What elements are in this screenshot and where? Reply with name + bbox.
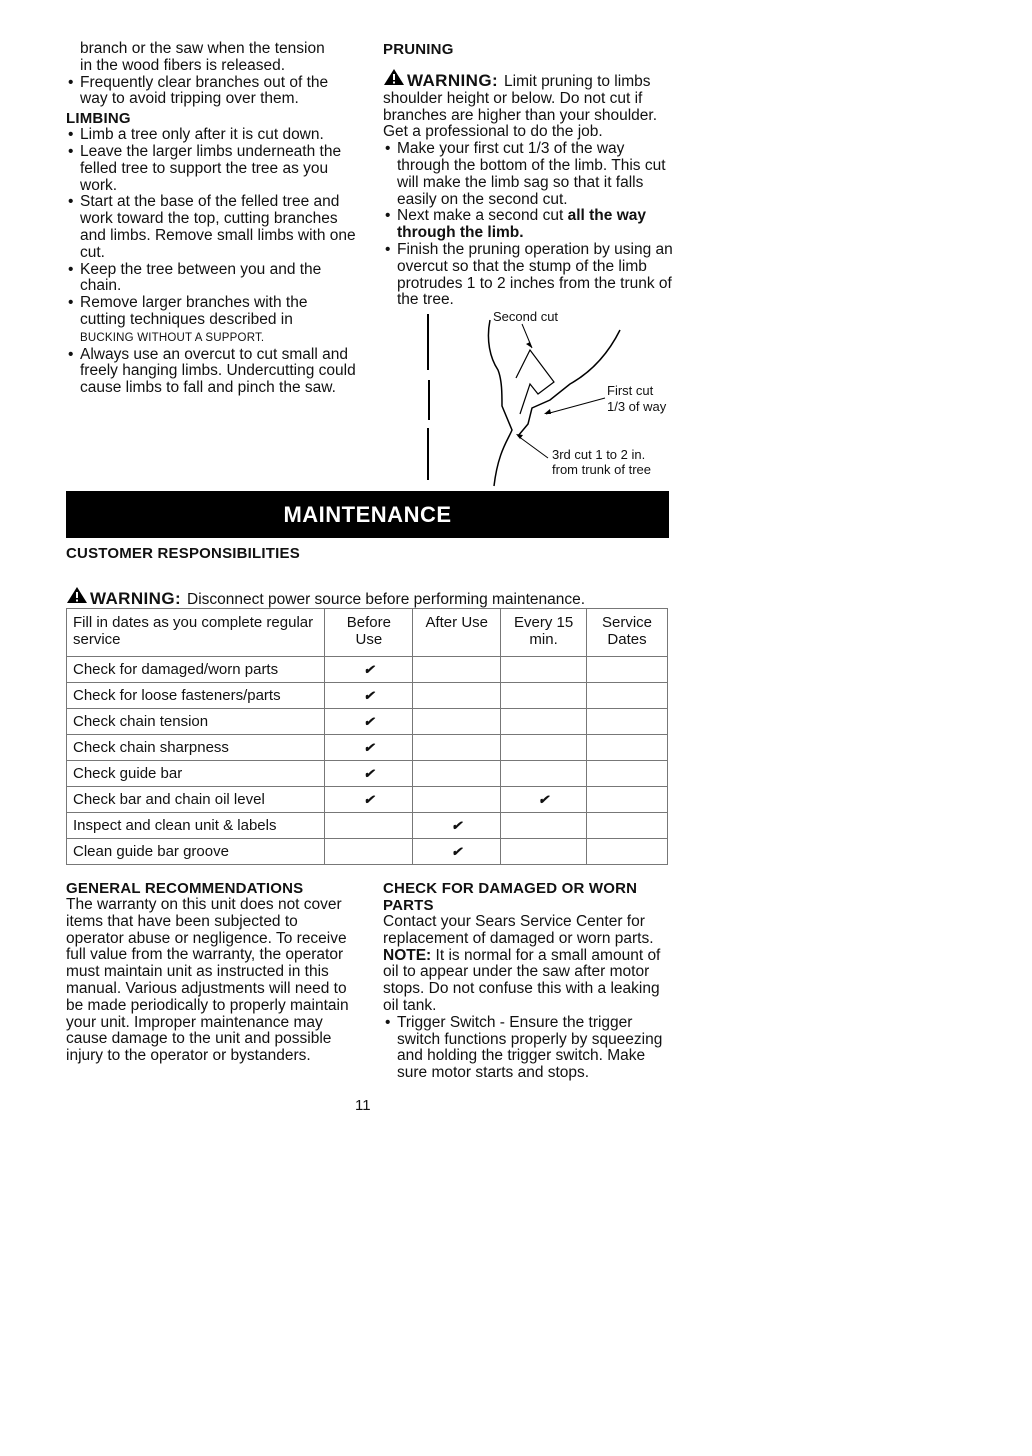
page-number: 11 bbox=[355, 1097, 371, 1114]
table-header-cell: Service Dates bbox=[587, 609, 668, 657]
check-mark-icon: ✔ bbox=[363, 792, 375, 807]
first-cut-arrow bbox=[546, 398, 605, 414]
table-header-cell: After Use bbox=[413, 609, 501, 657]
table-check-cell bbox=[413, 735, 501, 761]
table-check-cell bbox=[413, 761, 501, 787]
check-mark-icon: ✔ bbox=[451, 818, 463, 833]
limbing-bullet: • Limb a tree only after it is cut down. bbox=[66, 127, 356, 144]
table-check-cell bbox=[501, 813, 587, 839]
table-check-cell bbox=[587, 735, 668, 761]
table-check-cell bbox=[501, 683, 587, 709]
limbing-bullet-text: Remove larger branches with the cutting techniques described in bbox=[80, 294, 308, 328]
general-text: The warranty on this unit does not cover items that have been subjected to operator abuse or negligence. To receive full value from the warranty, the operator must maintain unit as instructed in this manual. Various adjustments will need to be made periodically to properly maintain your unit. Improper maintenance may cause damage to the unit and possible injury to the operator or bystanders. bbox=[66, 896, 349, 1065]
limbing-bullet: • Leave the larger limbs underneath the felled tree to support the tree as you work. bbox=[66, 144, 356, 194]
left-column bbox=[66, 41, 356, 397]
check-mark-icon: ✔ bbox=[363, 714, 375, 729]
table-check-cell bbox=[413, 787, 501, 813]
limbing-bullet: • Always use an overcut to cut small and freely hanging limbs. Undercutting could cause limbs to fall and pinch the saw. bbox=[66, 347, 356, 397]
check-mark-icon: ✔ bbox=[363, 662, 375, 677]
table-task-cell: Clean guide bar groove bbox=[67, 839, 325, 865]
table-check-cell bbox=[501, 839, 587, 865]
check-mark-icon: ✔ bbox=[451, 844, 463, 859]
table-check-cell bbox=[587, 839, 668, 865]
table-check-cell bbox=[413, 683, 501, 709]
customer-warning-text: Disconnect power source before performing maintenance. bbox=[187, 591, 586, 608]
customer-heading: CUSTOMER RESPONSIBILITIES bbox=[66, 545, 300, 562]
table-check-cell bbox=[325, 839, 413, 865]
pruning-warning bbox=[383, 68, 673, 141]
table-check-cell bbox=[587, 813, 668, 839]
table-task-cell: Check bar and chain oil level bbox=[67, 787, 325, 813]
table-row bbox=[67, 683, 668, 709]
table-check-cell bbox=[325, 657, 413, 683]
damaged-note bbox=[383, 948, 675, 1015]
table-row bbox=[67, 761, 668, 787]
damaged-heading: CHECK FOR DAMAGED OR WORN PARTS bbox=[383, 880, 638, 914]
table-task-cell: Check chain sharpness bbox=[67, 735, 325, 761]
bucking-reference: BUCKING WITHOUT A SUPPORT. bbox=[80, 331, 265, 344]
table-header-cell: Before Use bbox=[325, 609, 413, 657]
third-cut-arrow bbox=[518, 436, 548, 458]
table-task-cell: Check chain tension bbox=[67, 709, 325, 735]
check-mark-icon: ✔ bbox=[363, 688, 375, 703]
table-check-cell bbox=[413, 839, 501, 865]
warning-triangle-icon bbox=[383, 68, 405, 86]
table-check-cell bbox=[587, 683, 668, 709]
limb-outline bbox=[518, 330, 620, 436]
diagram-label-third-cut: 3rd cut 1 to 2 in. bbox=[552, 447, 646, 462]
table-check-cell bbox=[413, 813, 501, 839]
table-check-cell bbox=[325, 761, 413, 787]
table-check-cell bbox=[501, 787, 587, 813]
note-text: It is normal for a small amount of oil to appear under the saw after motor stops. Do not confuse this with a leaking oil tank. bbox=[383, 946, 661, 1014]
table-header-cell: Every 15 min. bbox=[501, 609, 587, 657]
maintenance-table bbox=[66, 608, 668, 865]
table-check-cell bbox=[325, 683, 413, 709]
cut-lines bbox=[516, 350, 554, 414]
damaged-section bbox=[383, 880, 675, 1082]
limbing-bullet: • Start at the base of the felled tree and work toward the top, cutting branches and limbs. Remove small limbs with one cut. bbox=[66, 194, 356, 261]
table-check-cell bbox=[413, 657, 501, 683]
diagram-label-first-cut-2: 1/3 of way bbox=[607, 399, 667, 414]
table-row bbox=[67, 735, 668, 761]
table-check-cell bbox=[413, 709, 501, 735]
pruning-bullet: • Finish the pruning operation by using an overcut so that the stump of the limb protrudes 1 to 2 inches from the trunk of the tree. bbox=[383, 242, 673, 309]
general-section bbox=[66, 880, 358, 1065]
note-label: NOTE: bbox=[383, 946, 432, 964]
trigger-bullet: • Trigger Switch - Ensure the trigger switch functions properly by squeezing and holding the trigger switch. Make sure motor starts and stops. bbox=[383, 1015, 675, 1082]
table-body bbox=[67, 657, 668, 865]
diagram-label-third-cut-2: from trunk of tree bbox=[552, 462, 651, 477]
table-check-cell bbox=[587, 761, 668, 787]
table-task-cell: Check for loose fasteners/parts bbox=[67, 683, 325, 709]
limbing-heading: LIMBING bbox=[66, 110, 131, 128]
tree-trunk bbox=[428, 314, 429, 480]
pruning-bullet: • Make your first cut 1/3 of the way through the bottom of the limb. This cut will make the limb sag so that it falls easily on the second cut. bbox=[383, 141, 673, 208]
table-row bbox=[67, 787, 668, 813]
table-row bbox=[67, 709, 668, 735]
customer-warning bbox=[66, 586, 585, 609]
table-row bbox=[67, 657, 668, 683]
warning-triangle-icon bbox=[66, 586, 88, 604]
damaged-text: Contact your Sears Service Center for replacement of damaged or worn parts. bbox=[383, 913, 654, 947]
check-mark-icon: ✔ bbox=[363, 740, 375, 755]
limbing-bullet: • Keep the tree between you and the chain. bbox=[66, 262, 356, 296]
pruning-bullet-text: Next make a second cut bbox=[397, 207, 564, 225]
right-column bbox=[383, 41, 673, 309]
table-check-cell bbox=[501, 761, 587, 787]
table-check-cell bbox=[501, 657, 587, 683]
general-heading: GENERAL RECOMMENDATIONS bbox=[66, 880, 304, 897]
table-task-cell: Check for damaged/worn parts bbox=[67, 657, 325, 683]
limbing-bullet bbox=[66, 295, 356, 346]
intro-line-1: branch or the saw when the tension bbox=[80, 40, 325, 57]
check-mark-icon: ✔ bbox=[363, 766, 375, 781]
pruning-warning-text: Limit pruning to limbs shoulder height or below. Do not cut if branches are higher than your shoulder. Get a professional to do the job. bbox=[383, 73, 658, 141]
table-check-cell bbox=[587, 657, 668, 683]
warning-label: WARNING: bbox=[90, 589, 182, 608]
warning-label: WARNING: bbox=[407, 71, 499, 90]
table-check-cell bbox=[501, 735, 587, 761]
table-check-cell bbox=[325, 709, 413, 735]
pruning-bullet bbox=[383, 208, 673, 242]
table-row bbox=[67, 839, 668, 865]
table-check-cell bbox=[325, 787, 413, 813]
diagram-label-second-cut: Second cut bbox=[493, 309, 559, 324]
table-header-cell: Fill in dates as you complete regular service bbox=[67, 609, 325, 657]
intro-bullet: • Frequently clear branches out of the way to avoid tripping over them. bbox=[66, 75, 356, 109]
table-check-cell bbox=[501, 709, 587, 735]
table-check-cell bbox=[587, 787, 668, 813]
table-task-cell: Inspect and clean unit & labels bbox=[67, 813, 325, 839]
table-check-cell bbox=[325, 813, 413, 839]
table-header-row bbox=[67, 609, 668, 657]
diagram-label-first-cut: First cut bbox=[607, 383, 654, 398]
check-mark-icon: ✔ bbox=[538, 792, 550, 807]
table-check-cell bbox=[325, 735, 413, 761]
pruning-heading: PRUNING bbox=[383, 41, 454, 58]
pruning-bullet-bold: all the way through the limb. bbox=[397, 207, 646, 242]
table-task-cell: Check guide bar bbox=[67, 761, 325, 787]
table-row bbox=[67, 813, 668, 839]
limb-outline bbox=[488, 320, 512, 486]
maintenance-banner: MAINTENANCE bbox=[66, 491, 669, 538]
table-check-cell bbox=[587, 709, 668, 735]
intro-line-2: in the wood fibers is released. bbox=[80, 56, 286, 74]
